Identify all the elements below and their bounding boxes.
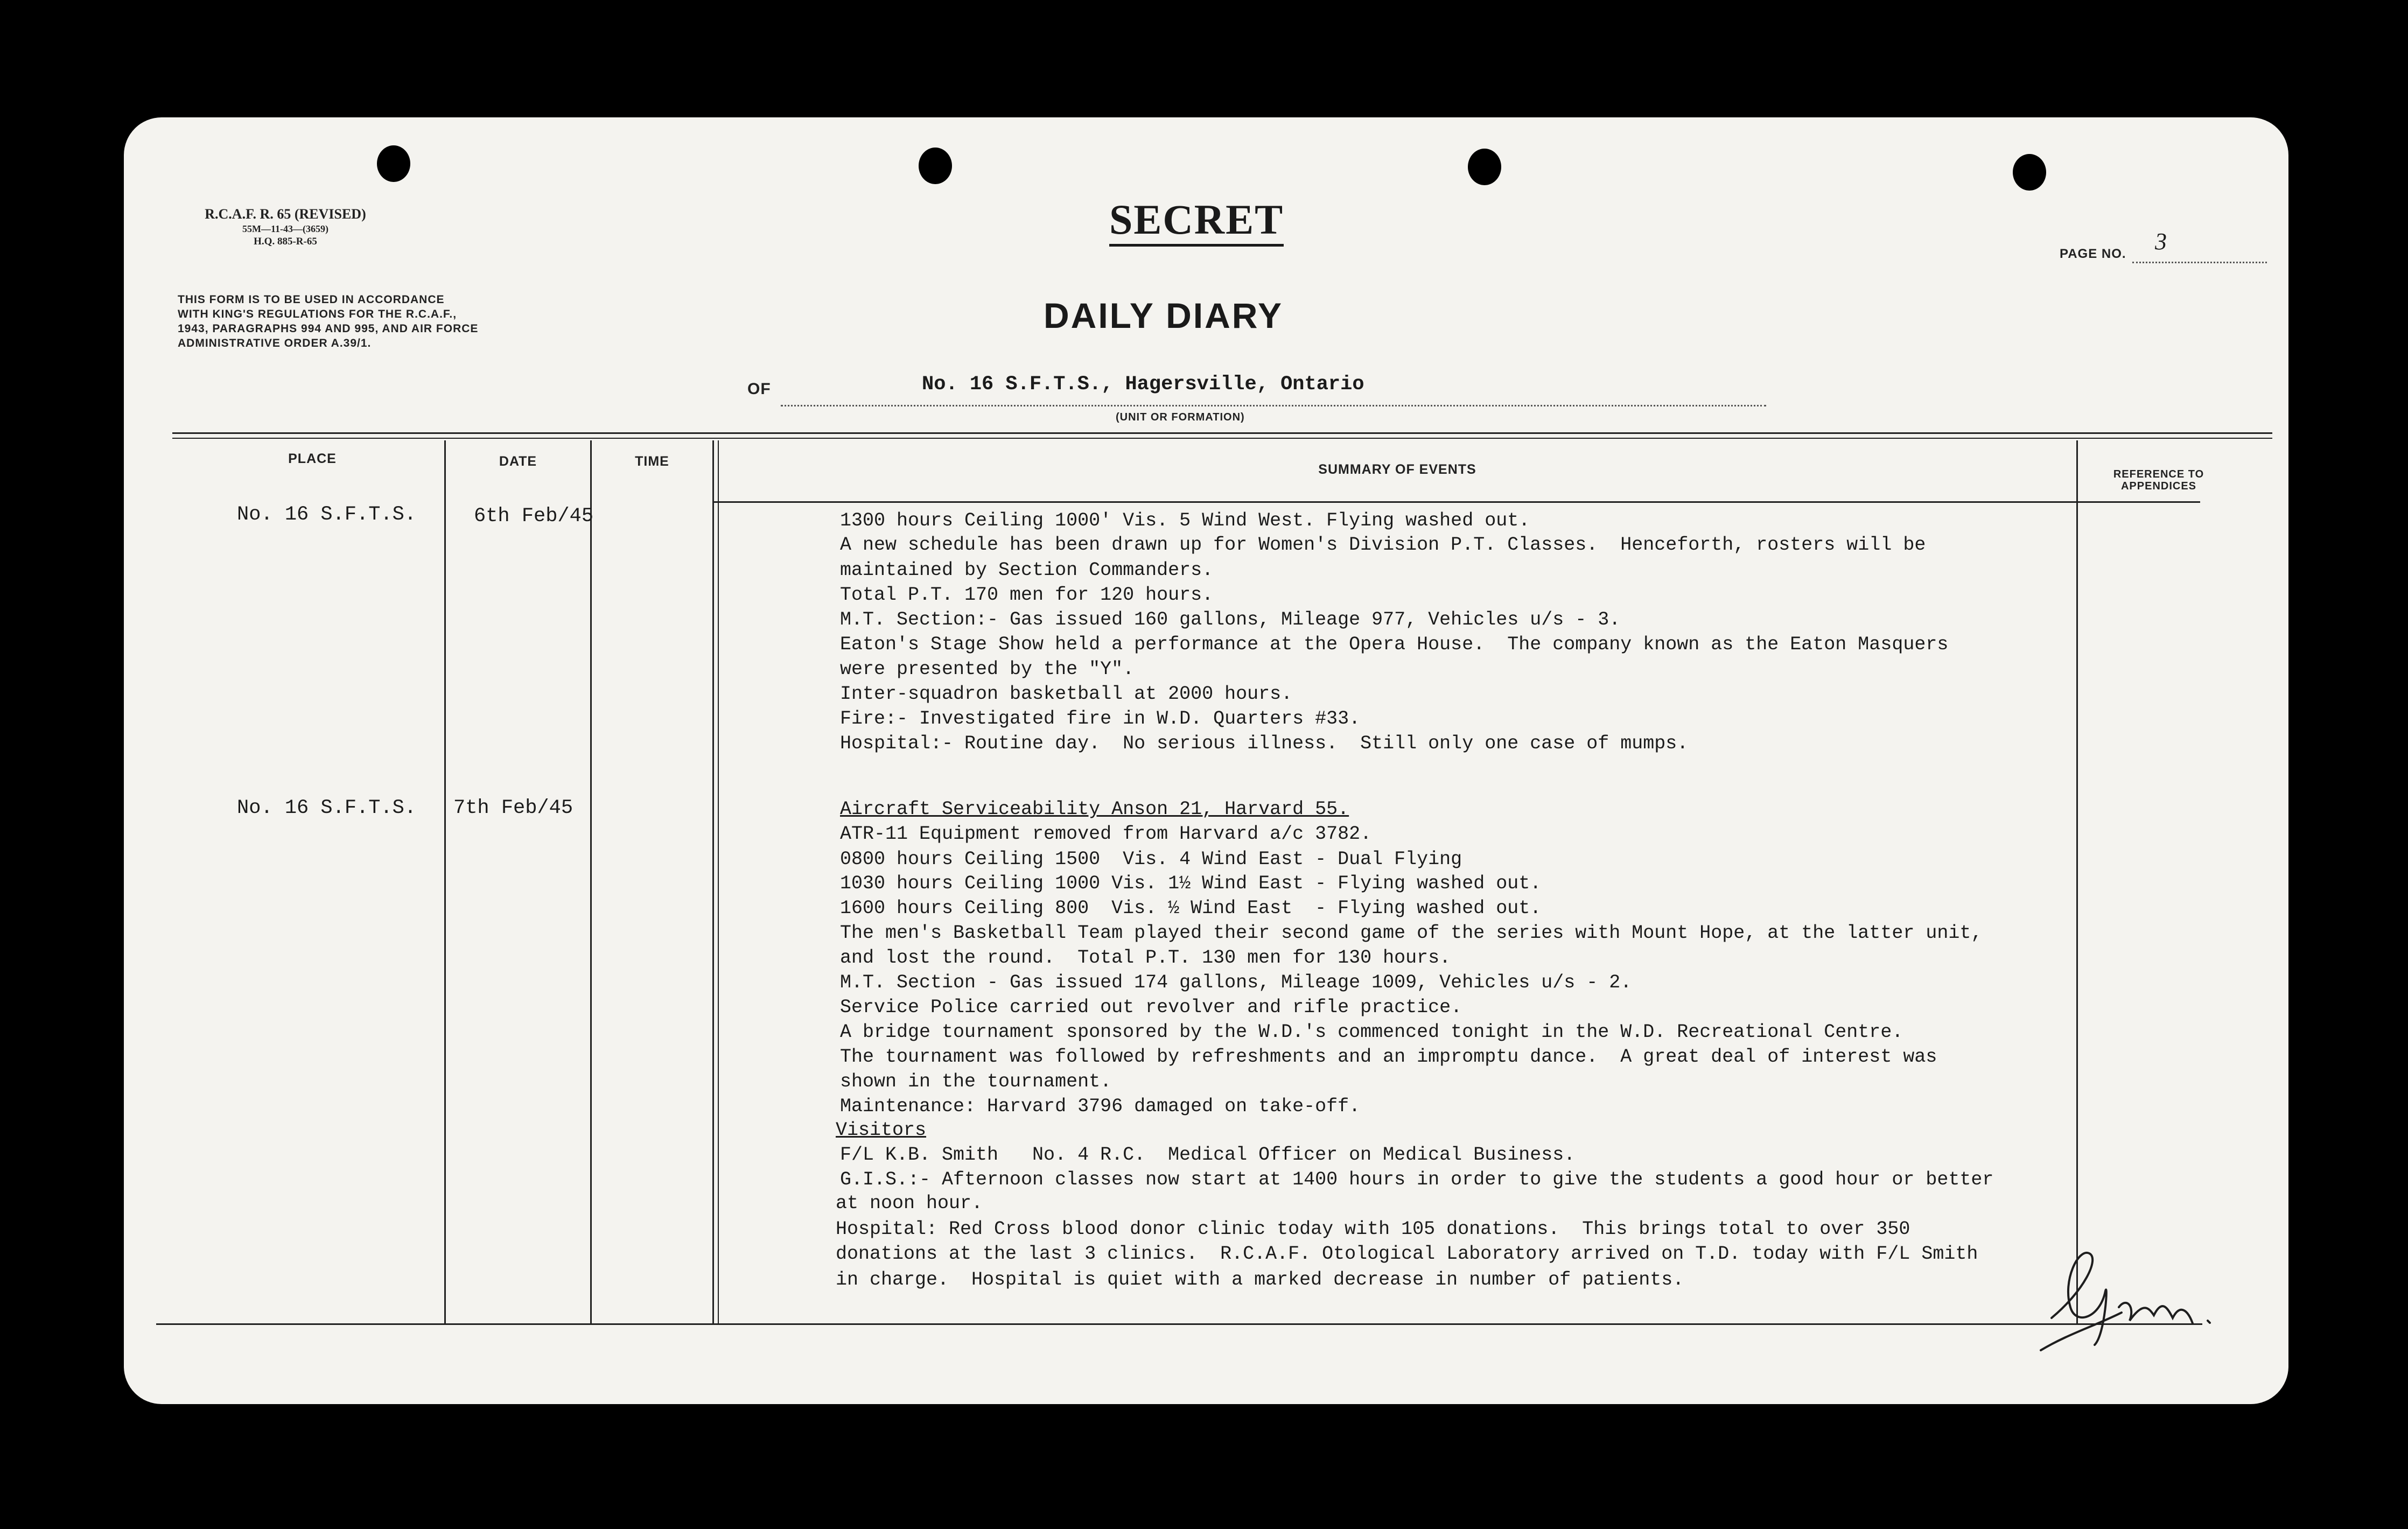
diary-form-sheet (124, 117, 2288, 1404)
summary-line: ATR-11 Equipment removed from Harvard a/c 3782. (840, 823, 1372, 845)
instructions-line: THIS FORM IS TO BE USED IN ACCORDANCE (178, 293, 445, 306)
summary-line: Aircraft Serviceability Anson 21, Harvard 55. (840, 798, 1349, 820)
punch-hole (2013, 154, 2046, 191)
table-bottom-rule (156, 1323, 2202, 1325)
instructions-line: WITH KING'S REGULATIONS FOR THE R.C.A.F., (178, 308, 457, 320)
entry-place: No. 16 S.F.T.S. (237, 797, 417, 819)
column-divider (2076, 440, 2078, 1323)
column-header-date: DATE (499, 454, 537, 469)
column-divider (712, 440, 714, 1323)
summary-line: A new schedule has been drawn up for Women's Division P.T. Classes. Henceforth, rosters will be (840, 534, 1926, 556)
column-divider (590, 440, 592, 1323)
summary-line: 1030 hours Ceiling 1000 Vis. 1½ Wind East - Flying washed out. (840, 873, 1542, 894)
summary-line: and lost the round. Total P.T. 130 men for 130 hours. (840, 947, 1451, 969)
handwritten-signature (2019, 1226, 2235, 1361)
summary-line: M.T. Section - Gas issued 174 gallons, Mileage 1009, Vehicles u/s - 2. (840, 972, 1632, 993)
summary-line: G.I.S.:- Afternoon classes now start at 1400 hours in order to give the students a good hour or better (840, 1169, 1994, 1190)
summary-line: Hospital: Red Cross blood donor clinic today with 105 donations. This brings total to over 350 (836, 1218, 1910, 1240)
page-number-value: 3 (2155, 228, 2167, 255)
page-number-line (2132, 262, 2267, 263)
summary-line: shown in the tournament. (840, 1071, 1112, 1092)
summary-line: 1600 hours Ceiling 800 Vis. ½ Wind East - Flying washed out. (840, 897, 1542, 919)
summary-line: Total P.T. 170 men for 120 hours. (840, 584, 1214, 606)
summary-line: The men's Basketball Team played their second game of the series with Mount Hope, at the latter unit, (840, 922, 1983, 944)
classification-text: SECRET (1109, 196, 1284, 247)
summary-line: were presented by the "Y". (840, 658, 1135, 680)
unit-line (781, 405, 1766, 406)
summary-line: Maintenance: Harvard 3796 damaged on take-off. (840, 1096, 1361, 1117)
header-bottom-rule (714, 501, 2200, 503)
instructions-line: ADMINISTRATIVE ORDER A.39/1. (178, 337, 372, 349)
summary-line: 1300 hours Ceiling 1000' Vis. 5 Wind West. Flying washed out. (840, 510, 1530, 531)
punch-hole (919, 148, 952, 184)
summary-line: donations at the last 3 clinics. R.C.A.F. Otological Laboratory arrived on T.D. today with F/L Smith (836, 1243, 1978, 1265)
page-number-label: PAGE NO. (2060, 247, 2126, 261)
instructions-line: 1943, PARAGRAPHS 994 AND 995, AND AIR FORCE (178, 322, 479, 335)
entry-date: 7th Feb/45 (453, 797, 573, 819)
summary-line: Fire:- Investigated fire in W.D. Quarters #33. (840, 708, 1361, 730)
form-code-line2: 55M—11-43—(3659) (242, 223, 328, 234)
reference-header-line1: REFERENCE TO (2113, 468, 2204, 480)
summary-line: M.T. Section:- Gas issued 160 gallons, Mileage 977, Vehicles u/s - 3. (840, 609, 1621, 630)
table-top-rule-2 (172, 438, 2272, 439)
column-header-reference (2078, 468, 2239, 492)
summary-line: maintained by Section Commanders. (840, 559, 1214, 581)
form-code-line1: R.C.A.F. R. 65 (REVISED) (205, 206, 366, 222)
form-code (188, 206, 382, 248)
summary-line: Visitors (836, 1119, 927, 1141)
column-header-time: TIME (635, 454, 669, 469)
summary-line: in charge. Hospital is quiet with a marked decrease in number of patients. (836, 1269, 1684, 1290)
reference-header-line2: APPENDICES (2120, 480, 2197, 492)
form-code-line3: H.Q. 885-R-65 (254, 236, 317, 247)
entry-place: No. 16 S.F.T.S. (237, 503, 417, 526)
table-top-rule (172, 432, 2272, 434)
unit-value: No. 16 S.F.T.S., Hagersville, Ontario (922, 373, 1364, 396)
summary-line: Hospital:- Routine day. No serious illness. Still only one case of mumps. (840, 733, 1689, 754)
column-divider (718, 440, 719, 1323)
form-instructions (178, 292, 608, 350)
summary-line: A bridge tournament sponsored by the W.D.'s commenced tonight in the W.D. Recreational Centre. (840, 1021, 1903, 1043)
classification-stamp (1109, 197, 1284, 242)
column-header-place: PLACE (288, 451, 337, 466)
form-title: DAILY DIARY (1044, 296, 1283, 335)
punch-hole (377, 145, 410, 182)
punch-hole (1468, 149, 1501, 185)
summary-line: at noon hour. (836, 1193, 983, 1214)
entry-date: 6th Feb/45 (474, 505, 594, 528)
summary-line: The tournament was followed by refreshments and an impromptu dance. A great deal of interest was (840, 1046, 1937, 1068)
summary-line: Service Police carried out revolver and rifle practice. (840, 997, 1462, 1018)
column-header-summary: SUMMARY OF EVENTS (1318, 462, 1476, 477)
summary-line: Inter-squadron basketball at 2000 hours. (840, 683, 1293, 705)
unit-caption: (UNIT OR FORMATION) (1116, 411, 1245, 423)
column-divider (444, 440, 446, 1323)
summary-line: F/L K.B. Smith No. 4 R.C. Medical Officer on Medical Business. (840, 1144, 1576, 1166)
summary-line: Eaton's Stage Show held a performance at the Opera House. The company known as the Eaton Masquers (840, 634, 1949, 655)
summary-line: 0800 hours Ceiling 1500 Vis. 4 Wind East - Dual Flying (840, 848, 1462, 870)
of-label: OF (747, 380, 771, 398)
